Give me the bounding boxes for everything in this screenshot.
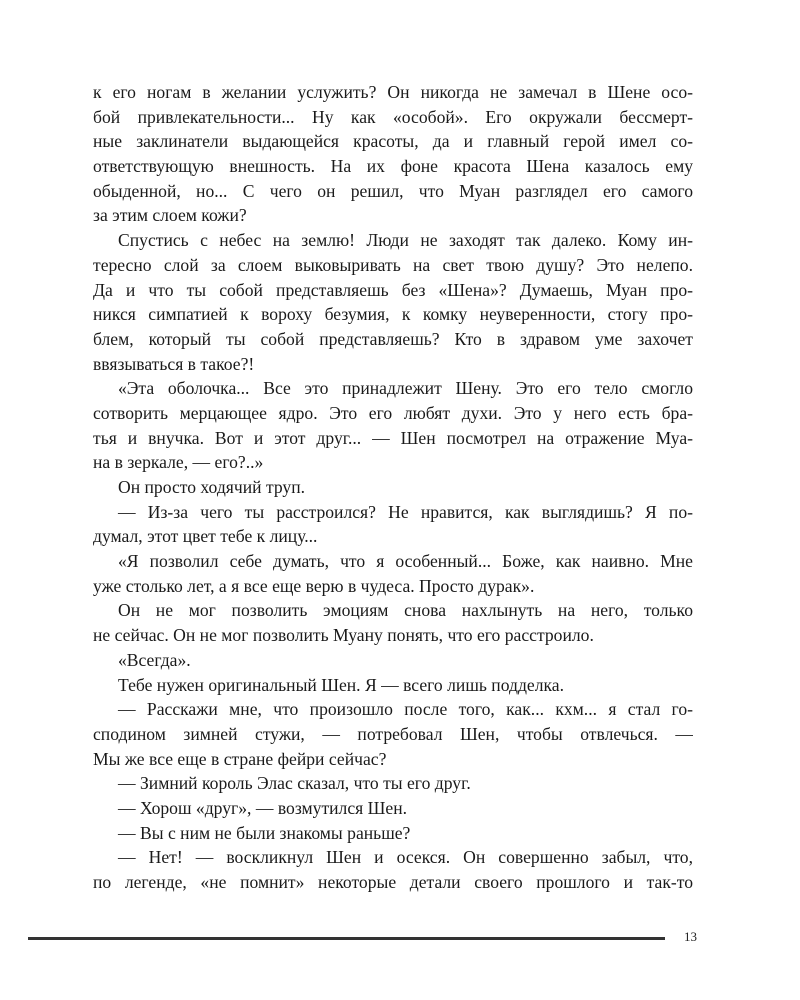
text-line: за этим слоем кожи? xyxy=(93,205,247,226)
text-line: — Нет! — воскликнул Шен и осекся. Он совершенно забыл, что, xyxy=(118,847,693,868)
text-line: к его ногам в желании услужить? Он никогда не замечал в Шене осо- xyxy=(93,82,693,102)
text-line: «Всегда». xyxy=(118,649,191,670)
text-line: блем, который ты собой представляешь? Кто в здравом уме захочет xyxy=(93,328,693,349)
text-line: сотворить мерцающее ядро. Это его любят духи. Это у него есть бра- xyxy=(93,402,693,423)
page-number: 13 xyxy=(684,929,697,944)
text-line: — Из-за чего ты расстроился? Не нравится, как выглядишь? Я по- xyxy=(118,501,693,522)
text-line: Он не мог позволить эмоциям снова нахлынуть на него, только xyxy=(118,600,693,621)
text-line: ввязываться в такое?! xyxy=(93,353,255,374)
text-line: Мы же все еще в стране фейри сейчас? xyxy=(93,748,387,769)
text-line: тья и внучка. Вот и этот друг... — Шен посмотрел на отражение Муа- xyxy=(93,427,693,448)
text-line: Тебе нужен оригинальный Шен. Я — всего лишь подделка. xyxy=(118,674,564,695)
text-line: — Вы с ним не были знакомы раньше? xyxy=(118,822,411,843)
text-line: на в зеркале, — его?..» xyxy=(93,452,264,473)
text-line: думал, этот цвет тебе к лицу... xyxy=(93,526,318,547)
text-line: тересно слой за слоем выковыривать на свет твою душу? Это нелепо. xyxy=(93,254,693,275)
text-line: обыденной, но... С чего он решил, что Муан разглядел его самого xyxy=(93,180,693,201)
body-text xyxy=(93,80,693,895)
text-line: сподином зимней стужи, — потребовал Шен, чтобы отвлечься. — xyxy=(93,723,693,744)
text-line: — Зимний король Элас сказал, что ты его друг. xyxy=(118,773,471,794)
text-line: Он просто ходячий труп. xyxy=(118,477,306,497)
text-line: «Эта оболочка... Все это принадлежит Шену. Это его тело смогло xyxy=(118,378,693,399)
text-line: бой привлекательности... Ну как «особой». Его окружали бессмерт- xyxy=(93,106,693,127)
text-line: «Я позволил себе думать, что я особенный... Боже, как наивно. Мне xyxy=(118,551,693,572)
text-line: ные заклинатели выдающейся красоты, да и главный герой имел со- xyxy=(93,131,693,152)
text-line: Да и что ты собой представляешь без «Шена»? Думаешь, Муан про- xyxy=(93,279,693,300)
text-line: Спустись с небес на землю! Люди не заходят так далеко. Кому ин- xyxy=(118,230,693,251)
text-line: уже столько лет, а я все еще верю в чудеса. Просто дурак». xyxy=(93,575,535,596)
footer-rule xyxy=(28,937,665,940)
text-line: — Расскажи мне, что произошло после того, как... кхм... я стал го- xyxy=(118,699,693,720)
text-line: — Хорош «друг», — возмутился Шен. xyxy=(118,797,408,818)
text-line: ответствующую внешность. На их фоне красота Шена казалось ему xyxy=(93,156,693,177)
text-line: не сейчас. Он не мог позволить Муану понять, что его расстроило. xyxy=(93,625,594,646)
text-line: никся симпатией к вороху безумия, к комку неуверенности, стогу про- xyxy=(93,304,693,325)
text-line: по легенде, «не помнит» некоторые детали своего прошлого и так-то xyxy=(93,872,693,892)
